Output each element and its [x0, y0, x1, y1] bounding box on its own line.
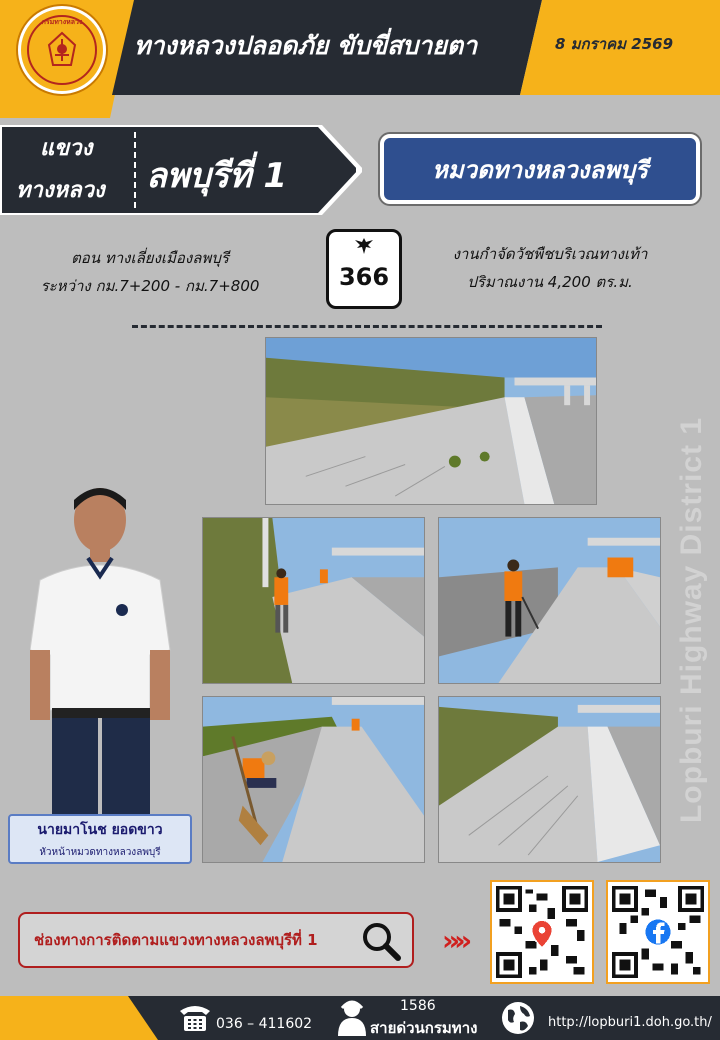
work-description	[420, 240, 680, 296]
qr-google-maps[interactable]	[490, 880, 594, 984]
tracking-channel-box[interactable]	[18, 912, 414, 968]
officer-photo	[30, 480, 190, 820]
route-number: 366	[338, 263, 390, 291]
hotline-number[interactable]: 1586	[400, 998, 436, 1014]
district-divider	[134, 132, 136, 208]
photo-worker-sweeping	[202, 696, 425, 863]
globe-icon	[500, 1000, 536, 1036]
work-line1: งานกำจัดวัชพืชบริเวณทางเท้า	[452, 245, 648, 263]
photo-sidewalk-overview	[265, 337, 597, 505]
officer-name: นายมาโนช ยอดขาว	[37, 822, 163, 838]
department-logo	[18, 6, 106, 94]
work-line2: ปริมาณงาน 4,200 ตร.ม.	[467, 273, 633, 291]
route-sign	[326, 229, 402, 309]
section-line1: ตอน ทางเลี่ยงเมืองลพบุรี	[71, 249, 229, 267]
garuda-emblem-icon	[329, 236, 399, 262]
officer-card	[8, 814, 192, 864]
report-date: 8 มกราคม 2569	[555, 35, 674, 53]
hotline-label: สายด่วนกรมทาง	[370, 1019, 478, 1037]
watermark-text: Lopburi Highway District 1	[675, 416, 708, 824]
header	[0, 0, 720, 118]
photo-cleared-sidewalk	[438, 696, 661, 863]
district-label-line1: แขวง	[40, 136, 93, 161]
unit-badge	[380, 134, 700, 204]
qr-facebook[interactable]	[606, 880, 710, 984]
phone-icon	[178, 1003, 212, 1033]
page-title: ทางหลวงปลอดภัย ขับขี่สบายตา	[134, 31, 478, 60]
district-label-line2: ทางหลวง	[16, 178, 105, 203]
footer-phone[interactable]: 036 – 411602	[216, 1016, 313, 1032]
road-section-info	[30, 244, 270, 300]
photo-worker-trimming	[202, 517, 425, 684]
logo-text: กรมทางหลวง	[41, 18, 83, 26]
district-name: ลพบุรีที่ 1	[146, 156, 287, 196]
tracking-channel-label: ช่องทางการติดตามแขวงทางหลวงลพบุรีที่ 1	[34, 931, 318, 949]
search-icon	[360, 920, 402, 962]
dashed-separator	[132, 325, 602, 328]
website-link[interactable]: http://lopburi1.doh.go.th/	[548, 1015, 712, 1030]
photo-worker-blower	[438, 517, 661, 684]
section-line2: ระหว่าง กม.7+200 - กม.7+800	[40, 277, 260, 295]
unit-name: หมวดทางหลวงลพบุรี	[431, 155, 649, 184]
officer-title: หัวหน้าหมวดทางหลวงลพบุรี	[39, 847, 161, 858]
arrow-indicator-icon: »»	[442, 924, 467, 957]
hotline-person-icon	[336, 998, 368, 1036]
